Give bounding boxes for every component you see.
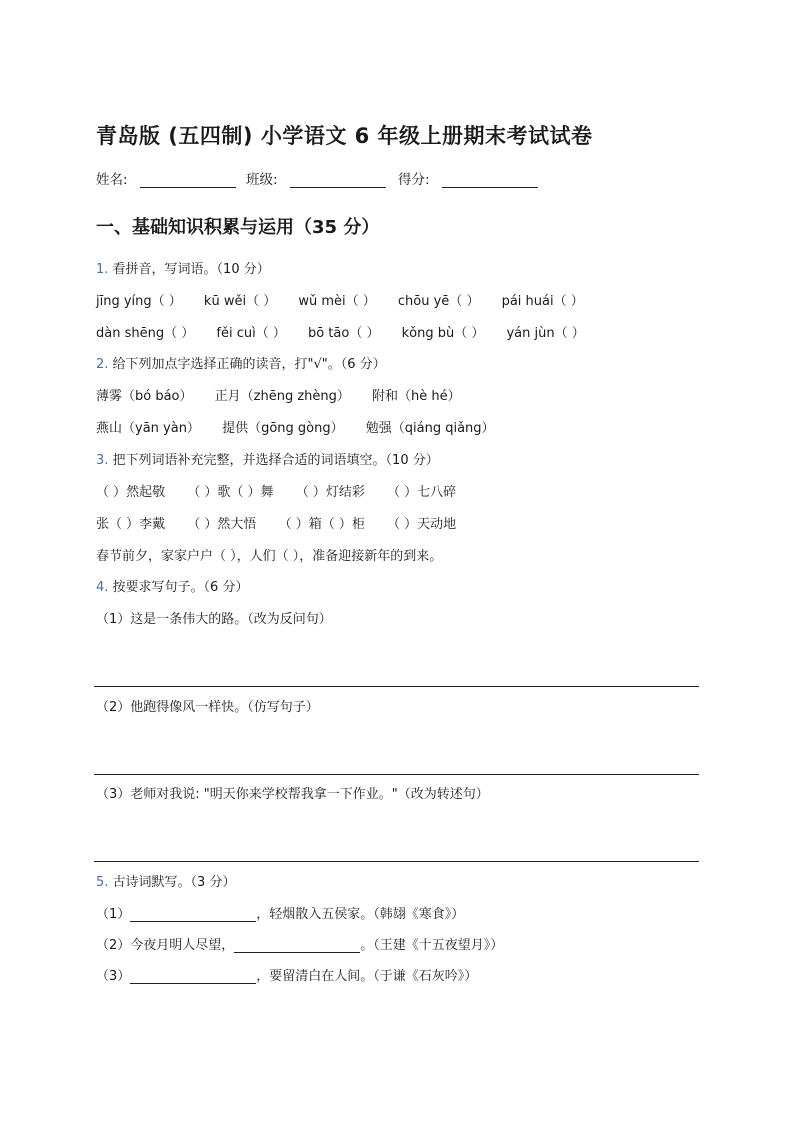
pinyin-item[interactable]: chōu yē（ ）: [397, 294, 480, 309]
idiom-item[interactable]: （ ）箱（ ）柜: [278, 517, 365, 532]
exam-title: 青岛版 (五四制) 小学语文 6 年级上册期末考试试卷: [96, 124, 593, 148]
poem-line-1: [96, 903, 464, 922]
pinyin-item[interactable]: wǔ mèi（ ）: [298, 294, 376, 309]
poem-suffix: ，轻烟散入五侯家。（韩翃《寒食》）: [256, 907, 465, 922]
pinyin-item[interactable]: dàn shēng（ ）: [96, 326, 195, 341]
answer-line-2[interactable]: [94, 774, 699, 775]
pinyin-item[interactable]: pái huái（ ）: [501, 294, 584, 309]
poem-blank[interactable]: [130, 969, 256, 984]
rewrite-prompt-2: （2）他跑得像风一样快。（仿写句子）: [96, 700, 319, 715]
class-blank[interactable]: [290, 173, 386, 188]
question-number: 4.: [96, 580, 109, 595]
poem-line-2: [96, 934, 503, 953]
question-text: 按要求写句子。（6 分）: [112, 580, 249, 595]
idiom-item[interactable]: （ ）然起敬: [96, 485, 166, 500]
fill-sentence[interactable]: 春节前夕，家家户户（ ），人们（ ），准备迎接新年的到来。: [96, 549, 443, 564]
poem-prefix: （3）: [96, 969, 131, 984]
idiom-item[interactable]: （ ）七八碎: [386, 485, 457, 500]
pinyin-row-1: [96, 290, 602, 309]
question-3: [96, 449, 439, 468]
pinyin-item[interactable]: jīng yíng（ ）: [96, 294, 182, 309]
reading-row-2: [96, 417, 513, 436]
poem-suffix: ，要留清白在人间。（于谦《石灰吟》）: [256, 969, 478, 984]
idiom-item[interactable]: （ ）然大悟: [187, 517, 257, 532]
poem-prefix: （2）今夜月明人尽望，: [96, 938, 235, 953]
pinyin-item[interactable]: kǒng bù（ ）: [401, 326, 485, 341]
question-number: 2.: [96, 357, 109, 372]
section-heading: 一、基础知识积累与运用（35 分）: [96, 217, 380, 238]
poem-prefix: （1）: [96, 907, 131, 922]
reading-item[interactable]: 提供（gōng gòng）: [222, 421, 344, 436]
reading-item[interactable]: 正月（zhēng zhèng）: [214, 389, 350, 404]
answer-line-3[interactable]: [94, 861, 699, 862]
pinyin-item[interactable]: bō tāo（ ）: [307, 326, 380, 341]
question-number: 1.: [96, 262, 109, 277]
name-label: 姓名:: [96, 172, 128, 188]
student-score-field[interactable]: [398, 168, 538, 188]
poem-suffix: 。（王建《十五夜望月》）: [360, 938, 504, 953]
question-5: [96, 871, 235, 890]
idiom-item[interactable]: （ ）灯结彩: [295, 485, 365, 500]
student-class-field[interactable]: [246, 168, 386, 188]
poem-line-3: [96, 965, 477, 984]
poem-blank[interactable]: [234, 938, 360, 953]
rewrite-prompt-3: （3）老师对我说: "明天你来学校帮我拿一下作业。"（改为转述句）: [96, 787, 489, 802]
pinyin-item[interactable]: fěi cuì（ ）: [216, 326, 286, 341]
score-label: 得分:: [398, 172, 430, 188]
reading-item[interactable]: 附和（hè hé）: [372, 389, 461, 404]
class-label: 班级:: [246, 172, 278, 188]
question-1: [96, 258, 270, 277]
reading-item[interactable]: 燕山（yān yàn）: [96, 421, 200, 436]
idiom-item[interactable]: 张（ ）李戴: [96, 517, 166, 532]
name-blank[interactable]: [140, 173, 236, 188]
student-name-field[interactable]: [96, 168, 236, 188]
question-4: [96, 576, 248, 595]
question-2: [96, 353, 386, 372]
question-text: 看拼音，写词语。（10 分）: [112, 262, 270, 277]
idiom-item[interactable]: （ ）天动地: [386, 517, 457, 532]
question-text: 给下列加点字选择正确的读音，打"√"。（6 分）: [112, 357, 386, 372]
idiom-row-1: [96, 481, 474, 500]
reading-item[interactable]: 薄雾（bó báo）: [96, 389, 193, 404]
pinyin-item[interactable]: kū wěi（ ）: [203, 294, 277, 309]
reading-row-1: [96, 385, 479, 404]
pinyin-item[interactable]: yán jùn（ ）: [506, 326, 585, 341]
question-text: 把下列词语补充完整，并选择合适的词语填空。（10 分）: [112, 453, 439, 468]
rewrite-prompt-1: （1）这是一条伟大的路。（改为反问句）: [96, 612, 332, 627]
question-text: 古诗词默写。（3 分）: [112, 875, 236, 890]
poem-blank[interactable]: [130, 907, 256, 922]
idiom-item[interactable]: （ ）歌（ ）舞: [187, 485, 274, 500]
answer-line-1[interactable]: [94, 686, 699, 687]
question-number: 3.: [96, 453, 109, 468]
pinyin-row-2: [96, 322, 603, 341]
question-number: 5.: [96, 875, 109, 890]
idiom-row-2: [96, 513, 474, 532]
reading-item[interactable]: 勉强（qiáng qiǎng）: [365, 421, 495, 436]
score-blank[interactable]: [442, 173, 538, 188]
